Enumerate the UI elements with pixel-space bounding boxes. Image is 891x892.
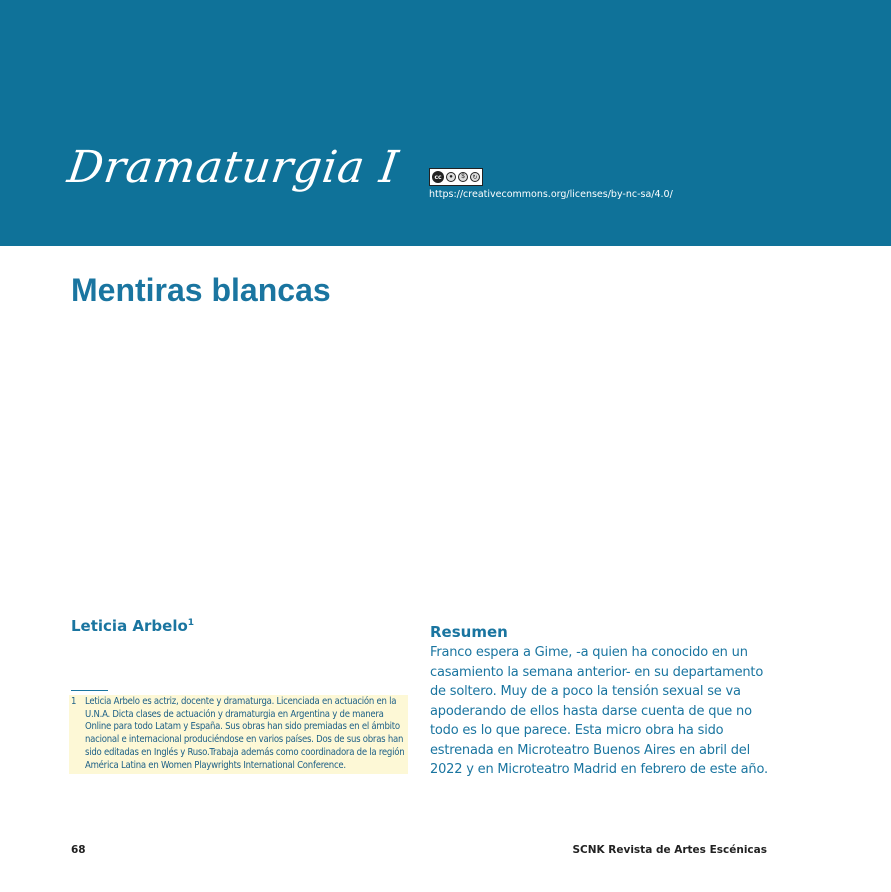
footnote-marker[interactable]: 1: [187, 618, 195, 628]
nc-icon: $: [458, 172, 468, 182]
author-name-text: Leticia Arbelo: [71, 617, 188, 635]
article-title: Mentiras blancas: [71, 272, 331, 308]
footnote-number: 1: [71, 696, 77, 707]
abstract-body: Franco espera a Gime, -a quien ha conocido en un casamiento la semana anterior- en su departamento de soltero. Muy de a poco la tensión sexual se va apoderando de ellos hasta darse cuenta de que no todo es lo que parece. Esta micro obra ha sido estrenada en Microteatro Buenos Aires en abril del 2022 y en Microteatro Madrid en febrero de este año.: [430, 645, 768, 777]
license-link[interactable]: https://creativecommons.org/licenses/by-nc-sa/4.0/: [429, 189, 673, 200]
creative-commons-license-icon[interactable]: [429, 168, 483, 186]
abstract-heading: Resumen: [430, 623, 508, 641]
footnote: [69, 695, 408, 774]
page-number: 68: [71, 844, 86, 856]
footnote-text: Leticia Arbelo es actriz, docente y dramaturga. Licenciada en actuación en la U.N.A. Dicta clases de actuación y dramaturgia en Argentina y de manera Online para todo Latam y España. Sus obras han sido premiadas en el ámbito nacional e internacional produciéndose en varios países. Dos de sus obras han sido editadas en Inglés y Ruso.Trabaja además como coordinadora de la región América Latina en Women Playwrights International Conference.: [85, 696, 405, 771]
author-name: [71, 617, 194, 635]
journal-name: SCNK Revista de Artes Escénicas: [572, 844, 767, 856]
sa-icon: ↻: [470, 172, 480, 182]
header-band: [0, 0, 891, 246]
by-icon: ●: [446, 172, 456, 182]
footnote-divider: [71, 690, 108, 691]
cc-icon: cc: [432, 171, 444, 183]
section-title: Dramaturgia I: [64, 142, 402, 193]
